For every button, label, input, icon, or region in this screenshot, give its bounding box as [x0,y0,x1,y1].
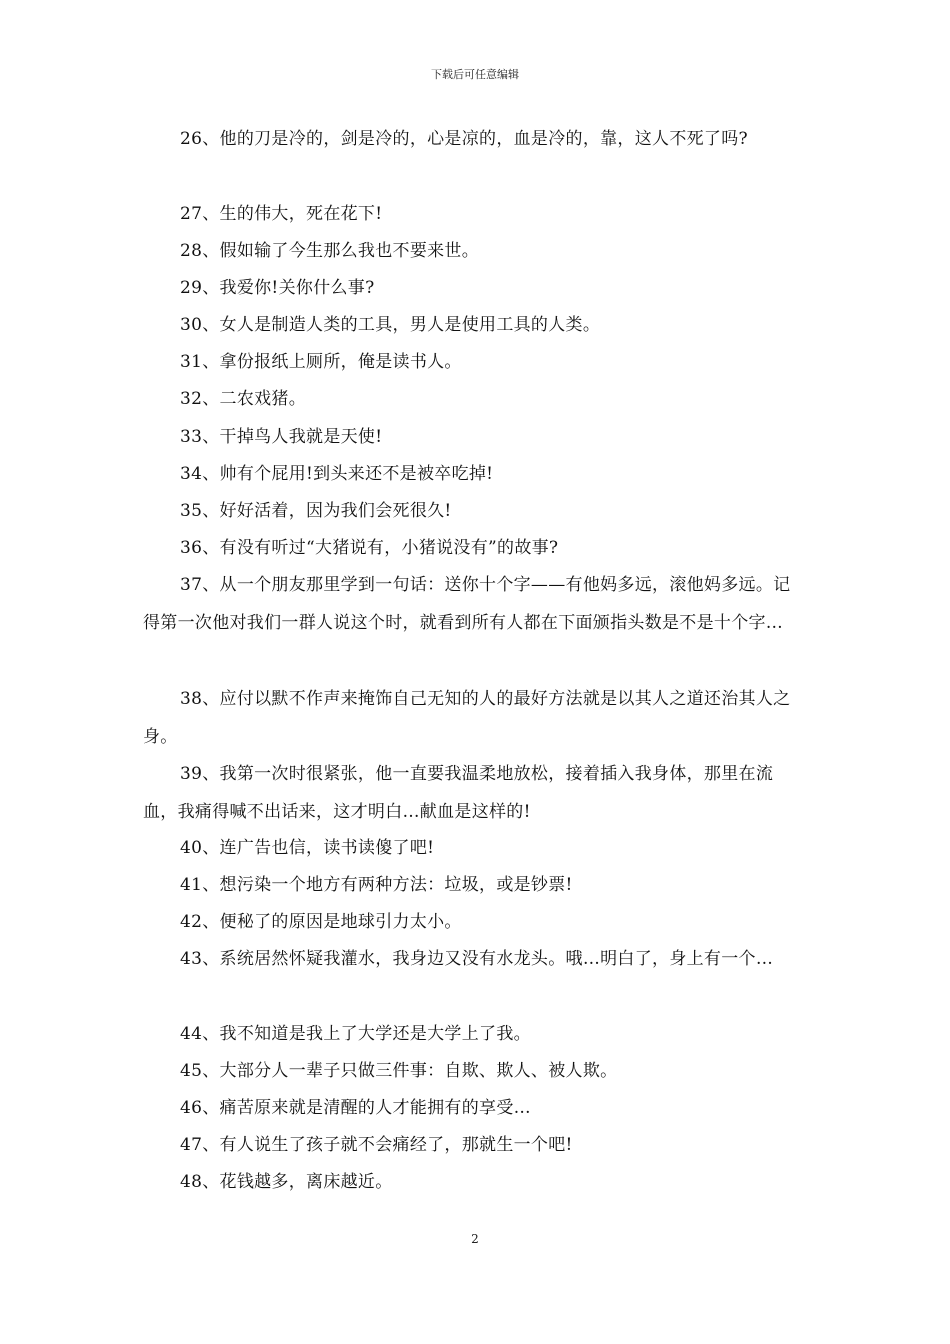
list-item: 46、痛苦原来就是清醒的人才能拥有的享受… [180,1098,531,1118]
list-item: 33、干掉鸟人我就是天使! [180,427,383,447]
list-item: 40、连广告也信，读书读傻了吧! [180,838,435,858]
list-item: 38、应付以默不作声来掩饰自己无知的人的最好方法就是以其人之道还治其人之身。 [143,689,791,747]
list-item: 43、系统居然怀疑我灌水，我身边又没有水龙头。哦…明白了，身上有一个… [180,949,774,969]
list-item: 27、生的伟大，死在花下! [180,204,383,224]
list-item: 47、有人说生了孩子就不会痛经了，那就生一个吧! [180,1135,573,1155]
list-item: 32、二农戏猪。 [180,389,307,409]
list-item: 31、拿份报纸上厕所，俺是读书人。 [180,352,462,372]
list-item: 35、好好活着，因为我们会死很久! [180,501,452,521]
list-item: 28、假如输了今生那么我也不要来世。 [180,241,480,261]
list-item: 45、大部分人一辈子只做三件事：自欺、欺人、被人欺。 [180,1061,618,1081]
list-item: 36、有没有听过“大猪说有，小猪说没有”的故事? [180,538,559,558]
page-header: 下载后可任意编辑 [431,68,519,81]
list-item: 29、我爱你!关你什么事? [180,278,375,298]
list-item: 41、想污染一个地方有两种方法：垃圾，或是钞票! [180,875,573,895]
list-item: 26、他的刀是冷的，剑是冷的，心是凉的，血是冷的，靠，这人不死了吗? [180,129,748,149]
list-item: 39、我第一次时很紧张，他一直要我温柔地放松，接着插入我身体，那里在流血，我痛得喊不出话来，这才明白…献血是这样的! [143,764,774,822]
list-item: 37、从一个朋友那里学到一句话：送你十个字——有他妈多远，滚他妈多远。记得第一次他对我们一群人说这个时，就看到所有人都在下面颁指头数是不是十个字… [143,575,791,633]
list-item: 34、帅有个屁用!到头来还不是被卒吃掉! [180,464,494,484]
list-item: 30、女人是制造人类的工具，男人是使用工具的人类。 [180,315,601,335]
page-number: 2 [471,1232,479,1246]
list-item: 44、我不知道是我上了大学还是大学上了我。 [180,1024,531,1044]
list-item: 42、便秘了的原因是地球引力太小。 [180,912,462,932]
list-item: 48、花钱越多，离床越近。 [180,1172,393,1192]
